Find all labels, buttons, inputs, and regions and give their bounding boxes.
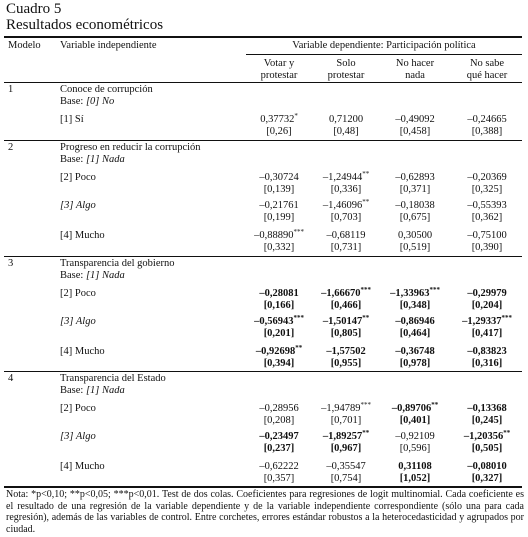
row-label: [3] Algo xyxy=(60,200,96,211)
coefficient xyxy=(382,431,448,443)
coefficient xyxy=(454,230,520,242)
coefficient-value: –0,23497 xyxy=(259,431,299,442)
standard-error: [0,754] xyxy=(330,473,362,484)
coefficient-value: –0,88890 xyxy=(254,230,294,241)
row-label: [3] Algo xyxy=(60,316,96,327)
coefficient xyxy=(313,431,379,443)
coefficient xyxy=(313,172,379,184)
coefficient-value: –1,50147 xyxy=(322,316,363,327)
standard-error: [0,26] xyxy=(266,126,292,137)
coefficient xyxy=(246,172,312,184)
coefficient-value: –1,29337 xyxy=(462,316,502,327)
coefficient xyxy=(382,346,448,358)
group-separator-rule xyxy=(4,256,522,257)
standard-error: [0,48] xyxy=(333,126,359,137)
standard-error: [0,701] xyxy=(330,415,362,426)
coefficient-value: –1,24944 xyxy=(322,172,363,183)
standard-error: [1,052] xyxy=(399,473,431,484)
standard-error: [0,166] xyxy=(263,300,295,311)
coefficient-value: –1,57502 xyxy=(326,346,366,357)
coefficient-value: –1,46096 xyxy=(322,200,363,211)
coefficient xyxy=(454,316,520,328)
significance-stars: *** xyxy=(360,401,371,409)
row-label: [2] Poco xyxy=(60,403,96,414)
row-label: [4] Mucho xyxy=(60,461,105,472)
significance-stars: ** xyxy=(295,344,303,352)
model-number: 3 xyxy=(8,258,14,269)
base-value: [1] Nada xyxy=(85,154,125,165)
coefficient-value: –0,83823 xyxy=(467,346,507,357)
standard-error: [0,327] xyxy=(471,473,503,484)
model-number: 1 xyxy=(8,84,14,95)
significance-stars: ** xyxy=(362,170,370,178)
table-title: Resultados econométricos xyxy=(6,17,164,33)
base-label: Base: xyxy=(60,270,86,281)
row-label: [2] Poco xyxy=(60,288,96,299)
coefficient-value: –0,28081 xyxy=(259,288,299,299)
coefficient-value: –0,55393 xyxy=(467,200,507,211)
standard-error: [0,245] xyxy=(471,415,503,426)
dependent-variable-rule xyxy=(246,54,522,55)
row-label: [4] Mucho xyxy=(60,230,105,241)
standard-error: [0,199] xyxy=(263,212,295,223)
significance-stars: * xyxy=(294,112,298,120)
coefficient-value: –0,56943 xyxy=(254,316,294,327)
standard-error: [0,466] xyxy=(330,300,362,311)
top-rule xyxy=(4,36,522,38)
standard-error: [0,237] xyxy=(263,443,295,454)
standard-error: [0,325] xyxy=(471,184,503,195)
table-row xyxy=(0,288,528,314)
coefficient xyxy=(246,288,312,300)
base-category-text xyxy=(60,154,125,166)
table-row xyxy=(0,114,528,140)
standard-error: [0,357] xyxy=(263,473,295,484)
standard-error: [0,204] xyxy=(471,300,503,311)
coefficient-value: –0,86946 xyxy=(395,316,435,327)
coefficient xyxy=(382,230,448,242)
coefficient xyxy=(246,200,312,212)
header-model: Modelo xyxy=(8,40,41,51)
column-header-line1: No hacer xyxy=(395,58,435,69)
standard-error: [0,675] xyxy=(399,212,431,223)
significance-stars: ** xyxy=(362,314,370,322)
independent-variable-name: Transparencia del gobierno xyxy=(60,258,175,269)
coefficient xyxy=(382,288,448,300)
column-header-line1: Votar y xyxy=(263,58,295,69)
coefficient-value: –0,20369 xyxy=(467,172,507,183)
table-row xyxy=(0,461,528,487)
coefficient xyxy=(382,172,448,184)
column-header-line2: qué hacer xyxy=(466,70,508,81)
table-row xyxy=(0,346,528,372)
significance-stars: ** xyxy=(431,401,439,409)
row-label: [2] Poco xyxy=(60,172,96,183)
coefficient xyxy=(246,403,312,415)
table-number: Cuadro 5 xyxy=(6,1,62,17)
coefficient xyxy=(246,431,312,443)
standard-error: [0,201] xyxy=(263,328,295,339)
coefficient xyxy=(313,200,379,212)
standard-error: [0,371] xyxy=(399,184,431,195)
significance-stars: *** xyxy=(501,314,512,322)
coefficient-value: –0,89706 xyxy=(391,403,432,414)
coefficient-value: –0,68119 xyxy=(326,230,366,241)
coefficient xyxy=(454,431,520,443)
coefficient-value: –0,49092 xyxy=(395,114,435,125)
coefficient-value: 0,37732 xyxy=(260,114,295,125)
standard-error: [0,731] xyxy=(330,242,362,253)
column-header-line2: nada xyxy=(405,70,425,81)
row-label: [1] Sí xyxy=(60,114,84,125)
model-number: 2 xyxy=(8,142,14,153)
model-number: 4 xyxy=(8,373,14,384)
coefficient-value: –1,20356 xyxy=(463,431,504,442)
table-note: Nota: *p<0,10; **p<0,05; ***p<0,01. Test de dos colas. Coeficientes para regresiones de logit multinomial. Cada coeficiente es el resultado de una regresión de la variable dependiente y de la variable independiente correspondiente (sólo una para cada regresión), además de las variables de control. Entre corchetes, errores estándar robustos a la heterocedasticidad y agrupados por ciudad. xyxy=(6,489,524,535)
coefficient-value: –0,18038 xyxy=(395,200,435,211)
coefficient xyxy=(246,114,312,126)
column-header-line2: protestar xyxy=(260,70,298,81)
base-value: [1] Nada xyxy=(85,270,125,281)
table-row xyxy=(0,230,528,256)
standard-error: [0,362] xyxy=(471,212,503,223)
coefficient-value: –0,92698 xyxy=(255,346,296,357)
bottom-rule xyxy=(4,486,522,488)
coefficient xyxy=(313,288,379,300)
row-label: [4] Mucho xyxy=(60,346,105,357)
base-value: [1] Nada xyxy=(85,385,125,396)
standard-error: [0,464] xyxy=(399,328,431,339)
header-independent-variable: Variable independiente xyxy=(60,40,157,51)
base-category-text xyxy=(60,385,125,397)
standard-error: [0,348] xyxy=(399,300,431,311)
standard-error: [0,336] xyxy=(330,184,362,195)
group-separator-rule xyxy=(4,140,522,141)
table-row xyxy=(0,316,528,342)
standard-error: [0,417] xyxy=(471,328,503,339)
coefficient xyxy=(454,346,520,358)
coefficient-value: –0,29979 xyxy=(467,288,507,299)
coefficient-value: 0,30500 xyxy=(397,230,433,241)
table-row xyxy=(0,200,528,226)
base-category-text xyxy=(60,270,125,282)
coefficient-value: –0,35547 xyxy=(326,461,366,472)
standard-error: [0,703] xyxy=(330,212,362,223)
significance-stars: ** xyxy=(503,429,511,437)
coefficient xyxy=(313,114,379,126)
header-dependent-variable: Variable dependiente: Participación política xyxy=(292,40,476,51)
coefficient xyxy=(246,316,312,328)
standard-error: [0,978] xyxy=(399,358,431,369)
base-label: Base: xyxy=(60,96,86,107)
coefficient-value: –0,13368 xyxy=(467,403,507,414)
standard-error: [0,967] xyxy=(330,443,362,454)
coefficient-value: –0,92109 xyxy=(395,431,435,442)
coefficient-value: –1,94789 xyxy=(321,403,361,414)
standard-error: [0,390] xyxy=(471,242,503,253)
standard-error: [0,394] xyxy=(263,358,295,369)
standard-error: [0,139] xyxy=(263,184,295,195)
significance-stars: ** xyxy=(362,429,370,437)
coefficient-value: –0,62893 xyxy=(395,172,435,183)
group-separator-rule xyxy=(4,371,522,372)
column-header xyxy=(246,58,312,82)
coefficient xyxy=(382,316,448,328)
standard-error: [0,458] xyxy=(399,126,431,137)
coefficient-value: 0,31108 xyxy=(398,461,432,472)
standard-error: [0,955] xyxy=(330,358,362,369)
table-row xyxy=(0,431,528,457)
coefficient xyxy=(313,316,379,328)
coefficient xyxy=(454,461,520,473)
coefficient xyxy=(246,346,312,358)
column-header-line2: protestar xyxy=(327,70,365,81)
coefficient xyxy=(313,403,379,415)
column-header-line1: Solo xyxy=(336,58,356,69)
table-row xyxy=(0,172,528,198)
column-header xyxy=(454,58,520,82)
base-label: Base: xyxy=(60,154,86,165)
coefficient-value: –0,28956 xyxy=(259,403,299,414)
coefficient-value: –0,75100 xyxy=(467,230,507,241)
coefficient-value: –1,66670 xyxy=(321,288,361,299)
coefficient-value: –1,89257 xyxy=(322,431,363,442)
coefficient xyxy=(313,346,379,358)
coefficient xyxy=(382,200,448,212)
significance-stars: *** xyxy=(293,314,304,322)
coefficient xyxy=(454,288,520,300)
column-header-line1: No sabe xyxy=(469,58,505,69)
table-row xyxy=(0,403,528,429)
coefficient xyxy=(454,114,520,126)
standard-error: [0,316] xyxy=(471,358,503,369)
coefficient-value: –1,33963 xyxy=(390,288,430,299)
coefficient-value: –0,08010 xyxy=(467,461,507,472)
significance-stars: *** xyxy=(429,286,440,294)
coefficient xyxy=(313,230,379,242)
coefficient xyxy=(382,403,448,415)
standard-error: [0,208] xyxy=(263,415,295,426)
coefficient-value: –0,30724 xyxy=(259,172,299,183)
significance-stars: *** xyxy=(360,286,371,294)
coefficient-value: –0,62222 xyxy=(259,461,299,472)
independent-variable-name: Progreso en reducir la corrupción xyxy=(60,142,201,153)
coefficient-value: –0,36748 xyxy=(395,346,435,357)
header-rule xyxy=(4,82,522,83)
coefficient xyxy=(246,230,312,242)
coefficient xyxy=(454,403,520,415)
significance-stars: *** xyxy=(293,228,304,236)
standard-error: [0,388] xyxy=(471,126,503,137)
column-header xyxy=(382,58,448,82)
independent-variable-name: Conoce de corrupción xyxy=(60,84,153,95)
coefficient xyxy=(454,172,520,184)
standard-error: [0,401] xyxy=(399,415,431,426)
significance-stars: ** xyxy=(362,198,370,206)
standard-error: [0,596] xyxy=(399,443,431,454)
coefficient xyxy=(454,200,520,212)
coefficient xyxy=(313,461,379,473)
coefficient xyxy=(382,114,448,126)
base-label: Base: xyxy=(60,385,86,396)
standard-error: [0,505] xyxy=(471,443,503,454)
base-value: [0] No xyxy=(85,96,115,107)
coefficient xyxy=(246,461,312,473)
coefficient-value: 0,71200 xyxy=(328,114,364,125)
base-category-text xyxy=(60,96,114,108)
coefficient-value: –0,24665 xyxy=(467,114,507,125)
independent-variable-name: Transparencia del Estado xyxy=(60,373,166,384)
standard-error: [0,519] xyxy=(399,242,431,253)
row-label: [3] Algo xyxy=(60,431,96,442)
standard-error: [0,332] xyxy=(263,242,295,253)
standard-error: [0,805] xyxy=(330,328,362,339)
coefficient-value: –0,21761 xyxy=(259,200,299,211)
coefficient xyxy=(382,461,448,473)
column-header xyxy=(313,58,379,82)
